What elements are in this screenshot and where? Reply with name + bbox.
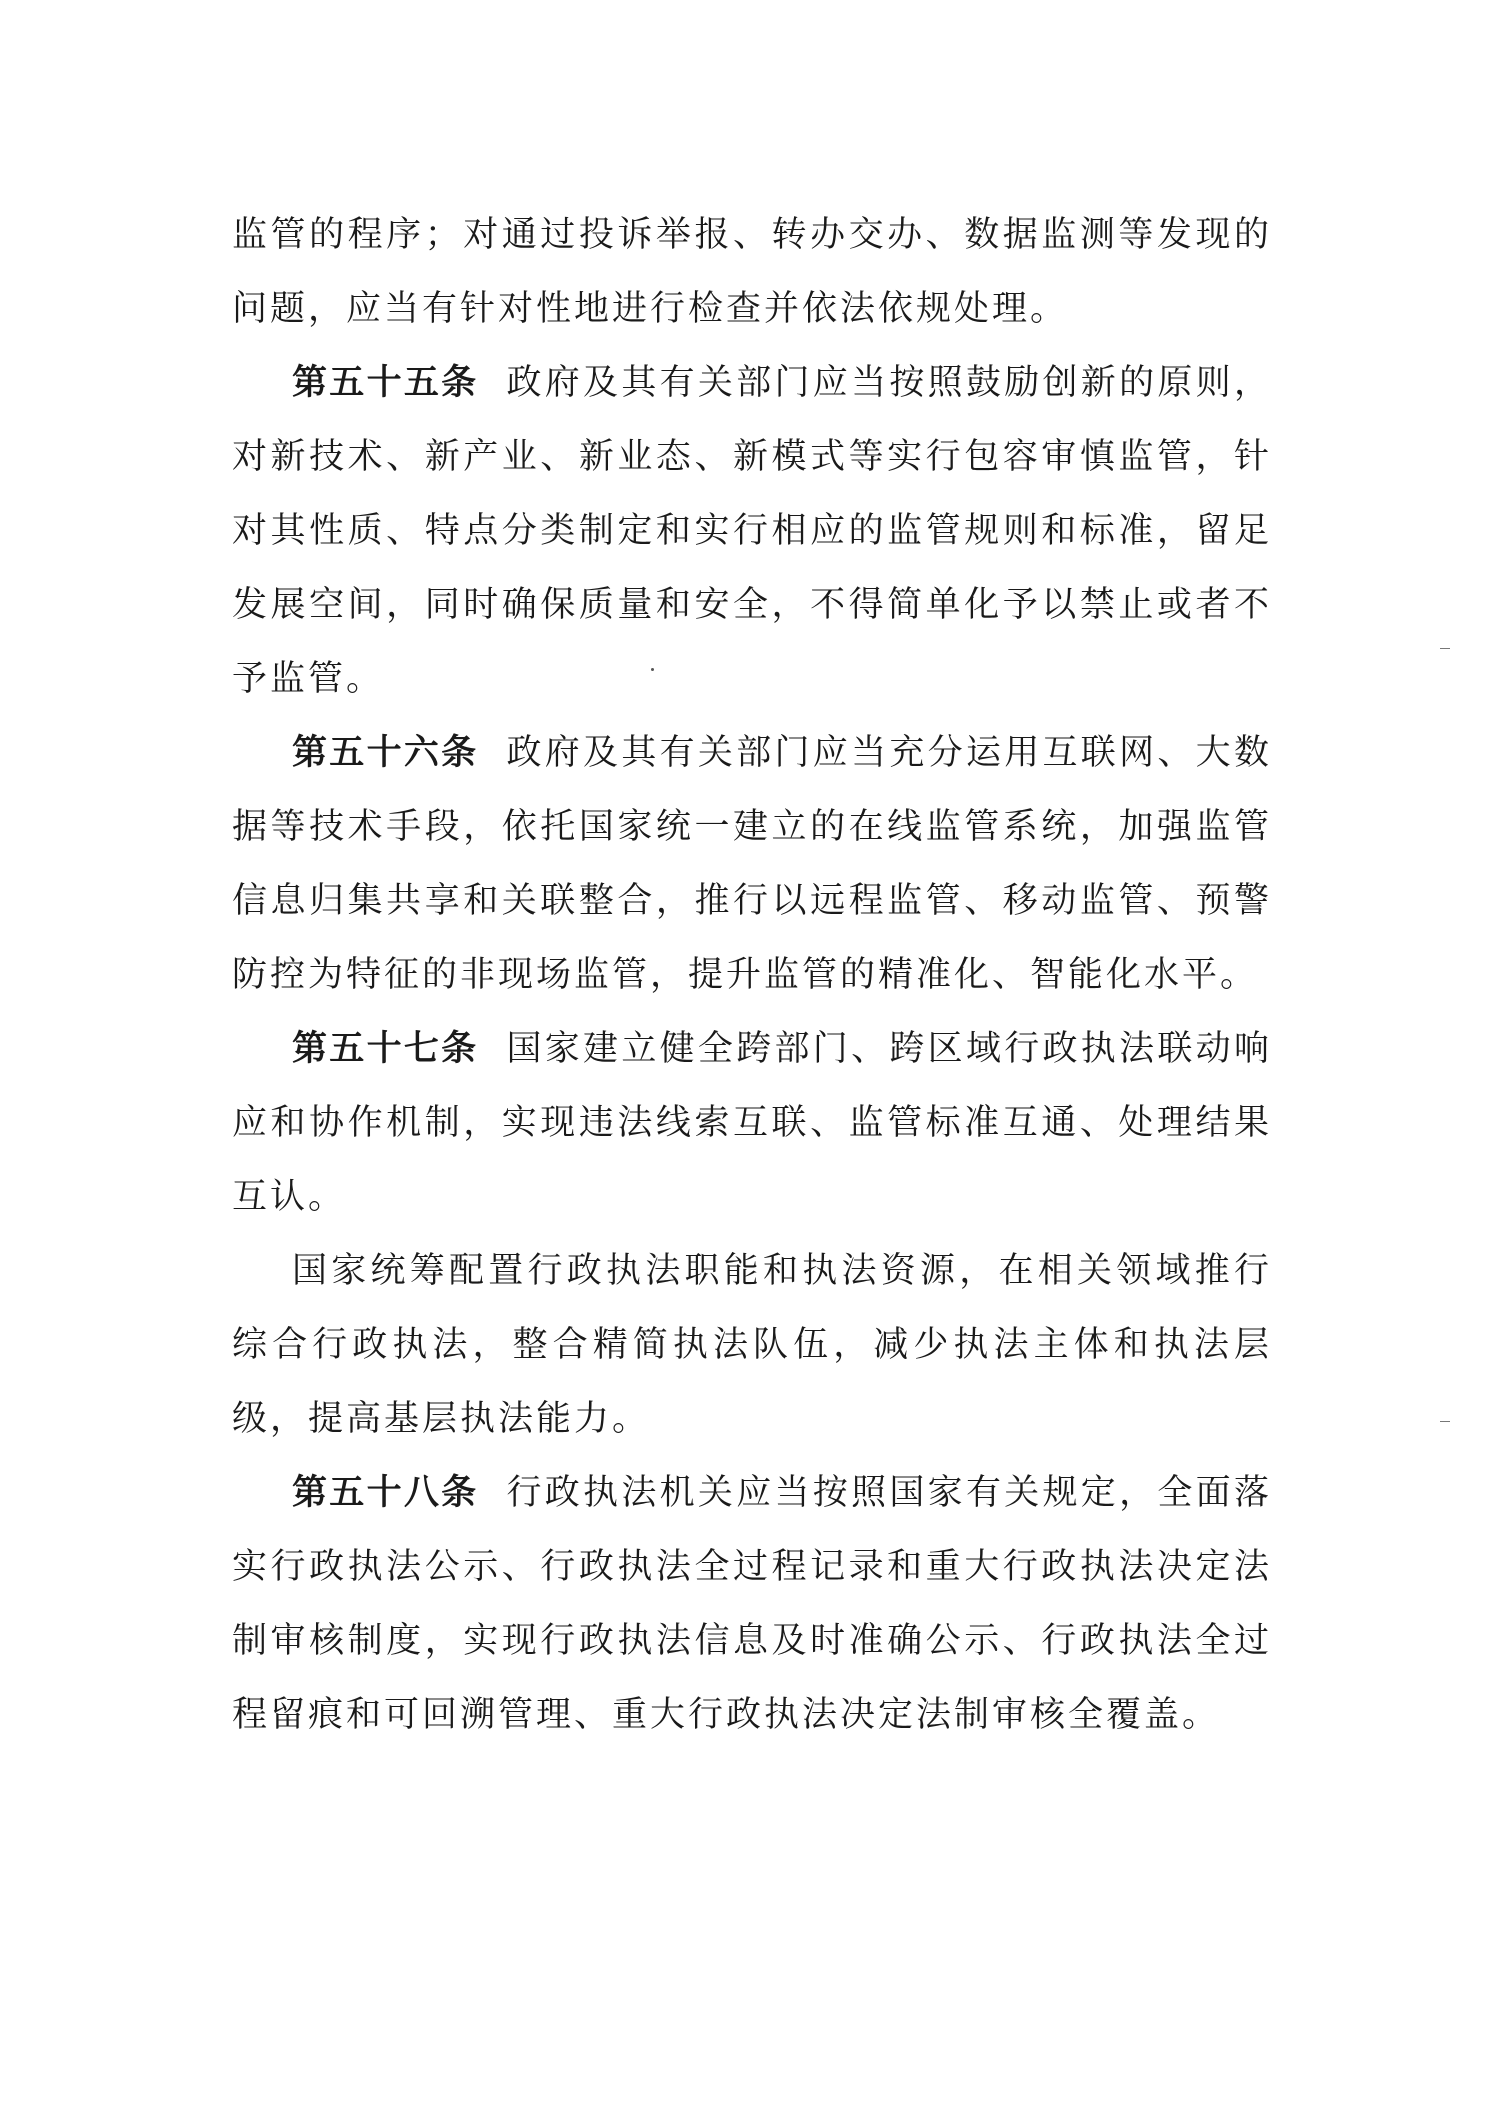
article-58 bbox=[232, 1456, 1272, 1752]
scan-edge-mark bbox=[1440, 648, 1450, 649]
article-number: 第五十六条 bbox=[292, 733, 479, 773]
article-55 bbox=[232, 346, 1272, 716]
article-57-paragraph-2 bbox=[232, 1234, 1272, 1456]
paragraph-text: 行政执法机关应当按照国家有关规定，全面落实行政执法公示、行政执法全过程记录和重大行政执法决定法制审核制度，实现行政执法信息及时准确公示、行政执法全过程留痕和可回溯管理、重大行政执法决定法制审核全覆盖。 bbox=[232, 1473, 1272, 1735]
scan-edge-mark bbox=[1440, 1421, 1450, 1422]
paragraph-text: 国家统筹配置行政执法职能和执法资源，在相关领域推行综合行政执法，整合精简执法队伍，减少执法主体和执法层级，提高基层执法能力。 bbox=[232, 1251, 1272, 1439]
article-57 bbox=[232, 1012, 1272, 1234]
article-number: 第五十五条 bbox=[292, 363, 479, 403]
article-number: 第五十八条 bbox=[292, 1473, 479, 1513]
scan-speck bbox=[651, 668, 654, 671]
article-number: 第五十七条 bbox=[292, 1029, 479, 1069]
paragraph-text: 监管的程序；对通过投诉举报、转办交办、数据监测等发现的问题，应当有针对性地进行检查并依法依规处理。 bbox=[232, 215, 1272, 329]
paragraph-text: 政府及其有关部门应当按照鼓励创新的原则，对新技术、新产业、新业态、新模式等实行包容审慎监管，针对其性质、特点分类制定和实行相应的监管规则和标准，留足发展空间，同时确保质量和安全，不得简单化予以禁止或者不予监管。 bbox=[232, 363, 1272, 699]
article-56 bbox=[232, 716, 1272, 1012]
paragraph-text: 国家建立健全跨部门、跨区域行政执法联动响应和协作机制，实现违法线索互联、监管标准互通、处理结果互认。 bbox=[232, 1029, 1272, 1217]
document-body bbox=[232, 198, 1272, 1752]
paragraph-continuation bbox=[232, 198, 1272, 346]
paragraph-text: 政府及其有关部门应当充分运用互联网、大数据等技术手段，依托国家统一建立的在线监管系统，加强监管信息归集共享和关联整合，推行以远程监管、移动监管、预警防控为特征的非现场监管，提升监管的精准化、智能化水平。 bbox=[232, 733, 1272, 995]
